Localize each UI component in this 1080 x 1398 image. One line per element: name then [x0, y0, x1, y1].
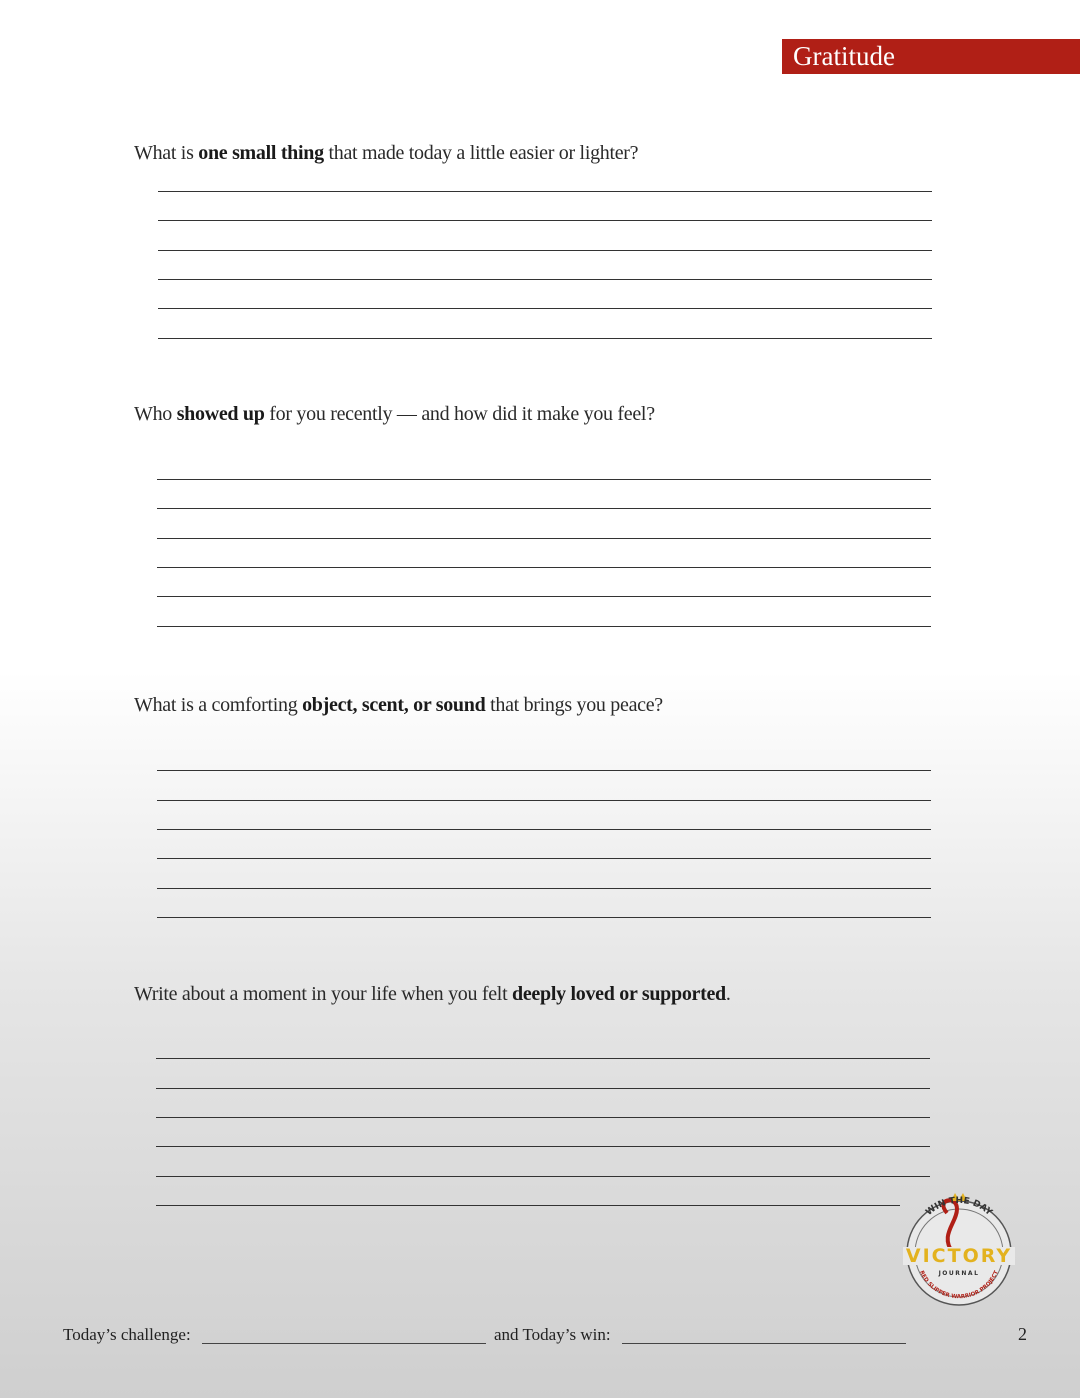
- writing-line[interactable]: [157, 917, 931, 918]
- writing-line[interactable]: [158, 191, 932, 192]
- writing-line[interactable]: [158, 250, 932, 251]
- page-number: 2: [1018, 1324, 1027, 1344]
- writing-line[interactable]: [158, 279, 932, 280]
- prompt-2: [134, 403, 655, 426]
- writing-line[interactable]: [157, 770, 931, 771]
- writing-line[interactable]: [157, 858, 931, 859]
- challenge-input-line[interactable]: [202, 1343, 486, 1344]
- writing-line[interactable]: [158, 220, 932, 221]
- writing-line[interactable]: [157, 829, 931, 830]
- writing-line[interactable]: [156, 1058, 930, 1059]
- prompt-2-text-b: for you recently — and how did it make you feel?: [264, 403, 655, 425]
- writing-line[interactable]: [158, 308, 932, 309]
- writing-line[interactable]: [157, 800, 931, 801]
- writing-line[interactable]: [157, 479, 931, 480]
- writing-line[interactable]: [156, 1205, 900, 1206]
- writing-line[interactable]: [156, 1146, 930, 1147]
- logo-main-text: VICTORY: [905, 1245, 1013, 1267]
- prompt-4-text-b: .: [725, 983, 731, 1005]
- logo-top-text: WIN THE DAY: [924, 1195, 994, 1218]
- prompt-4-emphasis: deeply loved or supported: [512, 983, 726, 1005]
- prompt-2-emphasis: showed up: [176, 403, 265, 425]
- writing-line[interactable]: [157, 567, 931, 568]
- prompt-3-text-b: that brings you peace?: [485, 694, 663, 716]
- win-label: and Today’s win:: [494, 1325, 611, 1344]
- writing-line[interactable]: [158, 338, 932, 339]
- prompt-3-text-a: What is a comforting: [134, 694, 303, 716]
- writing-line[interactable]: [156, 1176, 930, 1177]
- writing-line[interactable]: [156, 1117, 930, 1118]
- section-title-tab: [782, 39, 1080, 74]
- prompt-1-emphasis: one small thing: [198, 142, 324, 164]
- writing-line[interactable]: [157, 888, 931, 889]
- writing-line[interactable]: [156, 1088, 930, 1089]
- prompt-4: [134, 983, 731, 1006]
- logo-bottom-text: RED SLIPPER WARRIOR PROJECT: [918, 1269, 1000, 1301]
- section-title: Gratitude: [793, 41, 895, 71]
- logo-sub-text: JOURNAL: [938, 1270, 980, 1277]
- prompt-1-text-b: that made today a little easier or lighter?: [323, 142, 639, 164]
- challenge-label: Today’s challenge:: [63, 1325, 191, 1344]
- prompt-2-text-a: Who: [134, 403, 177, 425]
- prompt-1-text-a: What is: [134, 142, 199, 164]
- writing-line[interactable]: [157, 508, 931, 509]
- prompt-3-emphasis: object, scent, or sound: [302, 694, 486, 716]
- writing-line[interactable]: [157, 596, 931, 597]
- prompt-3: [134, 694, 663, 717]
- prompt-1: [134, 142, 638, 165]
- win-input-line[interactable]: [622, 1343, 906, 1344]
- prompt-4-text-a: Write about a moment in your life when you felt: [134, 983, 513, 1005]
- writing-line[interactable]: [157, 626, 931, 627]
- writing-line[interactable]: [157, 538, 931, 539]
- victory-journal-logo: [895, 1183, 1023, 1311]
